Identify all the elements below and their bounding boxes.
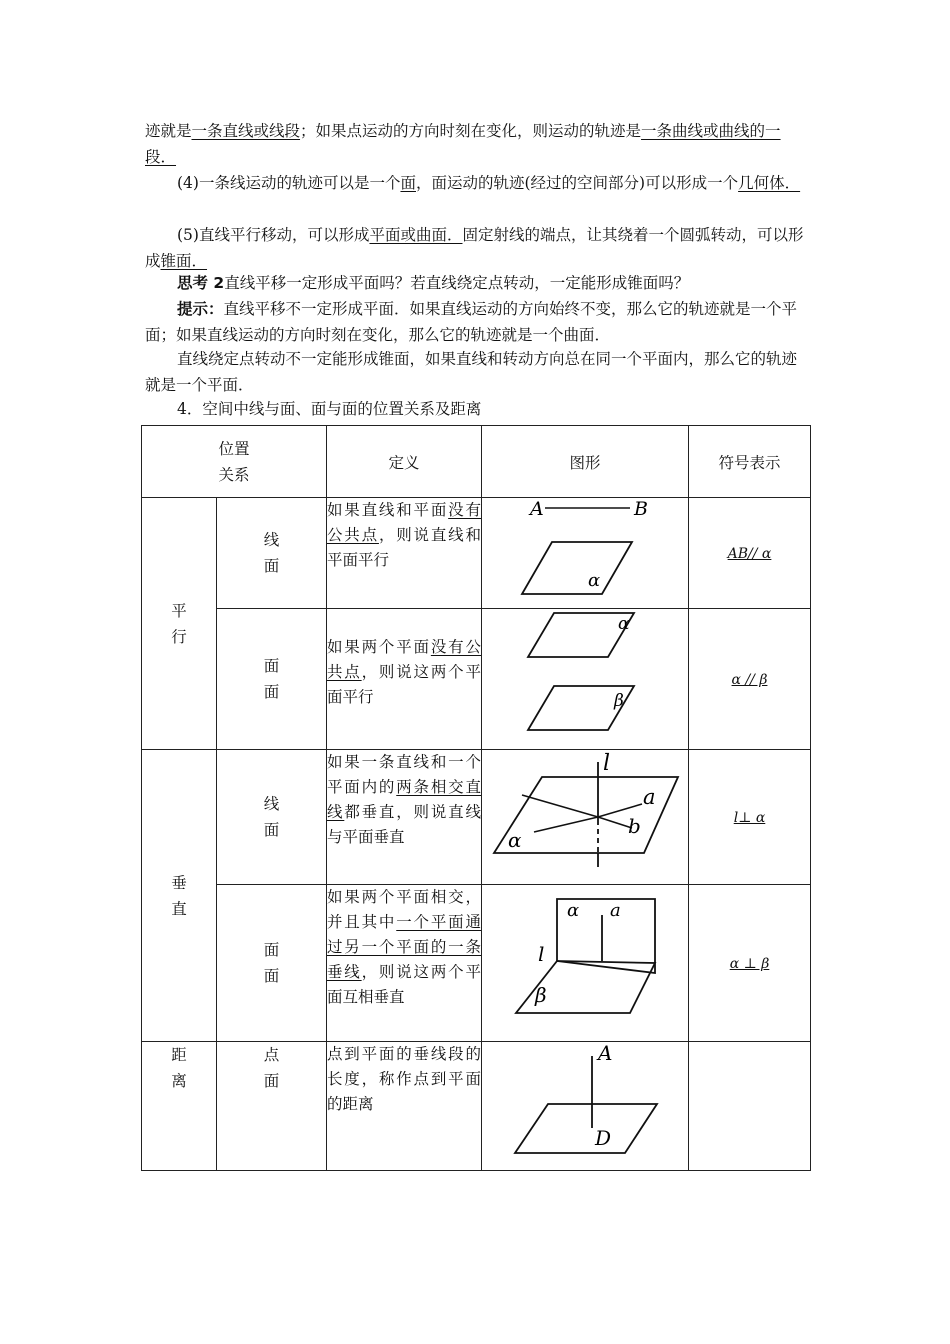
figure-line-parallel-plane — [482, 498, 689, 609]
label-b: b — [628, 814, 641, 838]
symbol-cell: AB// α — [689, 498, 811, 609]
symbol-cell: α // β — [689, 609, 811, 750]
label-a: a — [610, 900, 621, 921]
group-parallel: 平 行 — [142, 498, 217, 750]
table-row — [142, 750, 811, 885]
header-figure: 图形 — [482, 426, 689, 498]
figure-planes-parallel — [482, 609, 689, 750]
line-b-right — [598, 817, 632, 828]
relations-table — [141, 425, 811, 1171]
label-l: l — [538, 942, 545, 966]
thinking-question: 思考 2直线平移一定形成平面吗？若直线绕定点转动，一定能形成锥面吗？ — [177, 274, 690, 292]
symbol-cell — [689, 1042, 811, 1171]
table-row — [142, 1042, 811, 1171]
label-D: D — [595, 1126, 612, 1150]
table-header-row — [142, 426, 811, 498]
definition-cell: 点到平面的垂线段的长度，称作点到平面的距离 — [327, 1042, 482, 1171]
definition-cell: 如果直线和平面没有公共点，则说直线和平面平行 — [327, 498, 482, 609]
planes-parallel-diagram — [482, 609, 688, 745]
definition-cell: 如果一条直线和一个平面内的两条相交直线都垂直，则说直线与平面垂直 — [327, 750, 482, 885]
subtype-line-plane: 线 面 — [217, 498, 327, 609]
table-row — [142, 885, 811, 1042]
figure-point-plane-distance — [482, 1042, 689, 1171]
line-a-left — [522, 795, 598, 817]
label-l: l — [603, 751, 611, 776]
symbol-cell: α ⊥ β — [689, 885, 811, 1042]
label-alpha: α — [508, 828, 522, 852]
label-beta: β — [535, 983, 547, 1007]
plane-alpha — [522, 542, 632, 594]
rotation-paragraph: 直线绕定点转动不一定能形成锥面，如果直线和转动方向总在同一个平面内，那么它的轨迹就是一个平面． — [145, 350, 798, 394]
label-a: a — [643, 785, 656, 809]
group-perpendicular: 垂 直 — [142, 750, 217, 1042]
line-parallel-plane-diagram — [482, 498, 688, 604]
label-beta: β — [614, 691, 624, 711]
subtype-line-plane: 线 面 — [217, 750, 327, 885]
label-alpha: α — [618, 614, 630, 634]
subtype-point-plane: 点 面 — [217, 1042, 327, 1171]
line-perp-plane-diagram — [482, 750, 688, 880]
label-alpha: α — [588, 570, 601, 591]
figure-line-perp-plane — [482, 750, 689, 885]
section-title: 4．空间中线与面、面与面的位置关系及距离 — [177, 400, 482, 418]
header-symbol: 符号表示 — [689, 426, 811, 498]
line-b-left — [534, 817, 598, 832]
planes-perp-diagram — [482, 885, 688, 1037]
hint-paragraph: 提示：直线平移不一定形成平面．如果直线运动的方向始终不变，那么它的轨迹就是一个平面；如果直线运动的方向时刻在变化，那么它的轨迹就是一个曲面． — [145, 300, 798, 344]
table-row — [142, 609, 811, 750]
label-B: B — [634, 498, 648, 520]
point-plane-distance-diagram — [482, 1042, 688, 1166]
definition-cell: 如果两个平面没有公共点，则说这两个平面平行 — [327, 609, 482, 750]
subtype-plane-plane: 面 面 — [217, 885, 327, 1042]
paragraph-item-4: (4)一条线运动的轨迹可以是一个面，面运动的轨迹(经过的空间部分)可以形成一个几何体． — [177, 174, 801, 192]
symbol-cell: l⊥ α — [689, 750, 811, 885]
plane — [515, 1104, 657, 1153]
label-A: A — [530, 498, 544, 520]
paragraph-trajectory: 迹就是一条直线或线段；如果点运动的方向时刻在变化，则运动的轨迹是一条曲线或曲线的一段． — [145, 122, 781, 166]
label-alpha: α — [567, 900, 580, 921]
label-A: A — [598, 1042, 613, 1065]
subtype-plane-plane: 面 面 — [217, 609, 327, 750]
table-row — [142, 498, 811, 609]
paragraph-item-5: (5)直线平行移动，可以形成平面或曲面．固定射线的端点，让其绕着一个圆弧转动，可以形成锥面． — [145, 226, 804, 270]
figure-planes-perp — [482, 885, 689, 1042]
group-distance: 距 离 — [142, 1042, 217, 1171]
header-definition: 定义 — [327, 426, 482, 498]
definition-cell: 如果两个平面相交，并且其中一个平面通过另一个平面的一条垂线，则说这两个平面互相垂直 — [327, 885, 482, 1042]
header-position-relation: 位置 关系 — [142, 426, 327, 498]
